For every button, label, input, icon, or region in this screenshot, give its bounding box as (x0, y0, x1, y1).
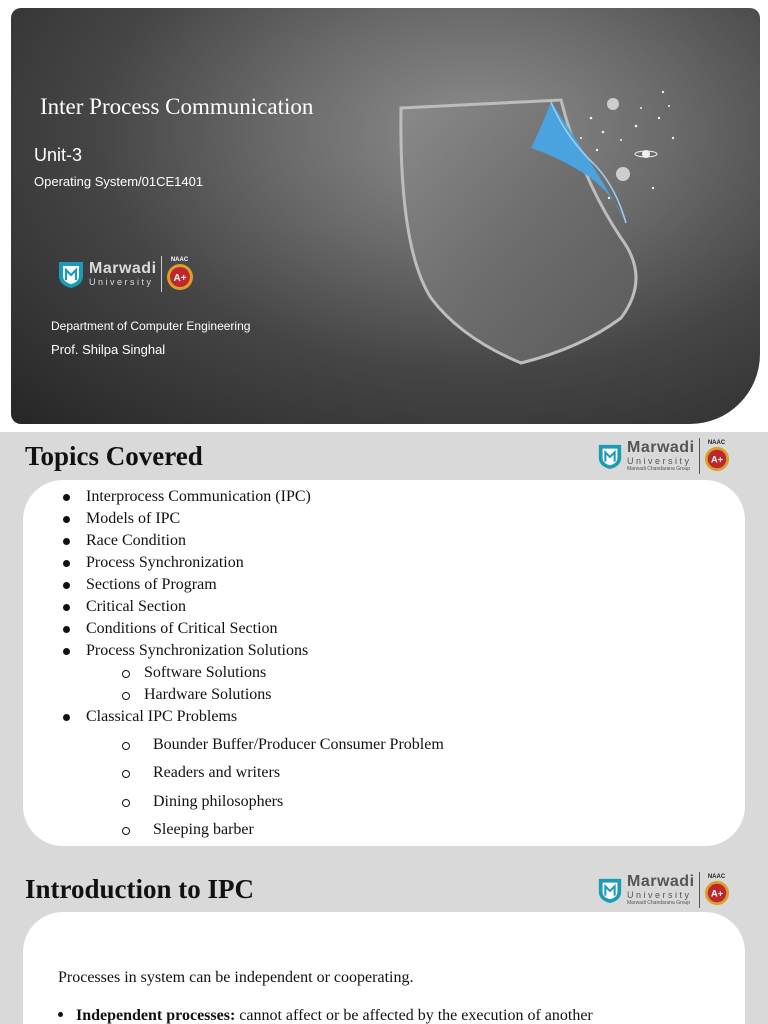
bullet-icon (58, 1012, 63, 1017)
bullet-icon (63, 538, 70, 545)
logo-name: Marwadi (89, 260, 157, 277)
bullet-icon (63, 604, 70, 611)
intro-slide (0, 865, 768, 1024)
logo-university: University (627, 890, 692, 900)
naac-badge (704, 874, 730, 906)
list-item: Process Synchronization (86, 554, 244, 572)
list-item: Bounder Buffer/Producer Consumer Problem (153, 736, 444, 754)
naac-grade-seal-icon (166, 263, 194, 291)
marwadi-shield-icon (597, 442, 623, 470)
logo-name: Marwadi (627, 873, 695, 890)
bullet-icon (63, 626, 70, 633)
hollow-bullet-icon (122, 742, 130, 750)
logo-group: Marwadi Chandarana Group (627, 900, 691, 906)
presentation-title: Inter Process Communication (40, 94, 314, 119)
logo-divider (699, 438, 700, 474)
bullet-icon (63, 516, 70, 523)
naac-grade-seal-icon (704, 446, 730, 472)
university-logo (57, 256, 194, 292)
marwadi-shield-icon (597, 876, 623, 904)
hollow-bullet-icon (122, 770, 130, 778)
list-item: Classical IPC Problems (86, 708, 237, 726)
naac-badge (166, 257, 194, 291)
naac-badge (704, 440, 730, 472)
list-item: Interprocess Communication (IPC) (86, 488, 311, 506)
bullet-icon (63, 648, 70, 655)
logo-group: Marwadi Chandarana Group (627, 466, 691, 472)
hollow-bullet-icon (122, 692, 130, 700)
bullet-text: cannot affect or be affected by the execution of another (235, 1007, 593, 1024)
intro-heading: Introduction to IPC (25, 874, 255, 904)
hollow-bullet-icon (122, 799, 130, 807)
list-item: Critical Section (86, 598, 186, 616)
naac-label: NAAC (170, 257, 189, 263)
topics-slide (0, 432, 768, 865)
intro-text: Processes in system can be independent or cooperating. (58, 969, 414, 986)
list-item: Process Synchronization Solutions (86, 642, 308, 660)
logo-name: Marwadi (627, 439, 695, 456)
svg-text:A+: A+ (710, 888, 723, 899)
marwadi-shield-icon (57, 259, 85, 289)
bullet-icon (63, 582, 70, 589)
university-logo (597, 872, 730, 908)
hollow-bullet-icon (122, 670, 130, 678)
university-logo (597, 438, 730, 474)
list-item: Models of IPC (86, 510, 180, 528)
professor-name: Prof. Shilpa Singhal (51, 342, 166, 357)
list-item: Software Solutions (144, 664, 266, 682)
title-slide (11, 8, 760, 424)
bullet-icon (63, 560, 70, 567)
logo-university: University (89, 277, 154, 287)
list-item: Hardware Solutions (144, 686, 272, 704)
department-name: Department of Computer Engineering (51, 319, 251, 333)
svg-text:A+: A+ (710, 454, 723, 465)
naac-label: NAAC (707, 874, 726, 880)
naac-label: NAAC (707, 440, 726, 446)
subject-code: Operating System/01CE1401 (34, 174, 204, 189)
list-item: Conditions of Critical Section (86, 620, 278, 638)
list-item: Readers and writers (153, 764, 280, 782)
logo-divider (699, 872, 700, 908)
svg-text:A+: A+ (172, 273, 187, 284)
list-item: Sections of Program (86, 576, 217, 594)
bullet-term: Independent processes: (76, 1007, 236, 1024)
bullet-icon (63, 494, 70, 501)
list-item (58, 1007, 593, 1024)
naac-grade-seal-icon (704, 880, 730, 906)
peeling-shield-graphic (391, 88, 691, 378)
logo-divider (161, 256, 162, 292)
topics-heading: Topics Covered (25, 441, 203, 471)
list-item: Race Condition (86, 532, 186, 550)
unit-label: Unit-3 (34, 145, 83, 165)
list-item: Dining philosophers (153, 793, 283, 811)
bullet-icon (63, 714, 70, 721)
hollow-bullet-icon (122, 827, 130, 835)
topics-card (23, 480, 745, 846)
intro-card (23, 912, 745, 1024)
logo-university: University (627, 456, 692, 466)
list-item: Sleeping barber (153, 821, 254, 839)
